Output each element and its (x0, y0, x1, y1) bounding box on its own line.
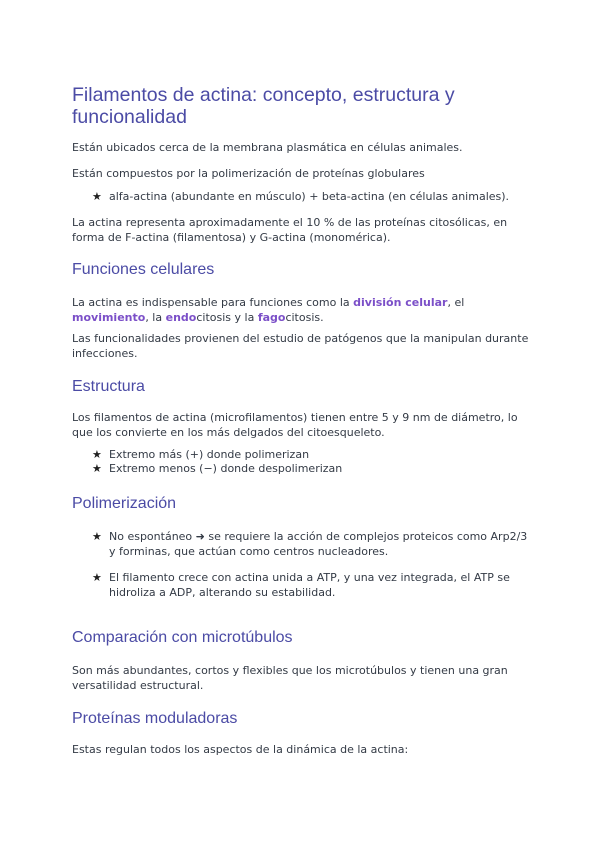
estructura-bullet-2: ★ Extremo menos (−) donde despolimerizan (92, 462, 343, 475)
moduladoras-paragraph: Estas regulan todos los aspectos de la dinámica de la actina: (72, 743, 409, 756)
estructura-bullet-1: ★ Extremo más (+) donde polimerizan (92, 448, 310, 461)
star-icon: ★ (92, 571, 102, 584)
polimerizacion-bullet-2: ★ El filamento crece con actina unida a ATP, y una vez integrada, el ATP se hidroliza a ADP, alterando su estabilidad. (92, 571, 510, 599)
heading-estructura: Estructura (72, 378, 145, 395)
star-icon: ★ (92, 190, 102, 203)
intro-paragraph-3: La actina representa aproximadamente el 10 % de las proteínas citosólicas, en forma de F-actina (filamentosa) y G-actina (monomérica). (72, 216, 508, 244)
star-icon: ★ (92, 462, 102, 475)
polimerizacion-bullet-1: ★ No espontáneo ➜ se requiere la acción de complejos proteicos como Arp2/3 y forminas, que actúan como centros nucleadores. (92, 530, 528, 558)
funciones-paragraph-2: Las funcionalidades provienen del estudio de patógenos que la manipulan durante infecciones. (72, 332, 529, 360)
keyword-division: división celular (353, 296, 448, 309)
star-icon: ★ (92, 530, 102, 543)
heading-comparacion: Comparación con microtúbulos (72, 629, 293, 646)
funciones-paragraph-1: La actina es indispensable para funciones como la división celular, el movimiento, la endocitosis y la fagocitosis. (72, 296, 465, 324)
heading-funciones: Funciones celulares (72, 261, 215, 278)
keyword-endo: endo (165, 311, 197, 324)
keyword-fago: fago (257, 311, 286, 324)
comparacion-paragraph: Son más abundantes, cortos y flexibles que los microtúbulos y tienen una gran versatilidad estructural. (72, 664, 508, 692)
intro-bullet (92, 190, 532, 205)
intro-paragraph-2: Están compuestos por la polimerización de proteínas globulares (72, 167, 425, 180)
keyword-movimiento: movimiento (72, 311, 146, 324)
heading-polimerizacion: Polimerización (72, 495, 177, 512)
intro-paragraph-1: Están ubicados cerca de la membrana plasmática en células animales. (72, 141, 463, 154)
bullet-text: alfa-actina (abundante en músculo) + beta-actina (en células animales). (109, 190, 510, 203)
page-title: Filamentos de actina: concepto, estructura y funcionalidad (72, 84, 455, 128)
estructura-paragraph: Los filamentos de actina (microfilamentos) tienen entre 5 y 9 nm de diámetro, lo que los convierte en los más delgados del citoesqueleto. (72, 411, 518, 439)
heading-moduladoras: Proteínas moduladoras (72, 710, 238, 727)
star-icon: ★ (92, 448, 102, 461)
